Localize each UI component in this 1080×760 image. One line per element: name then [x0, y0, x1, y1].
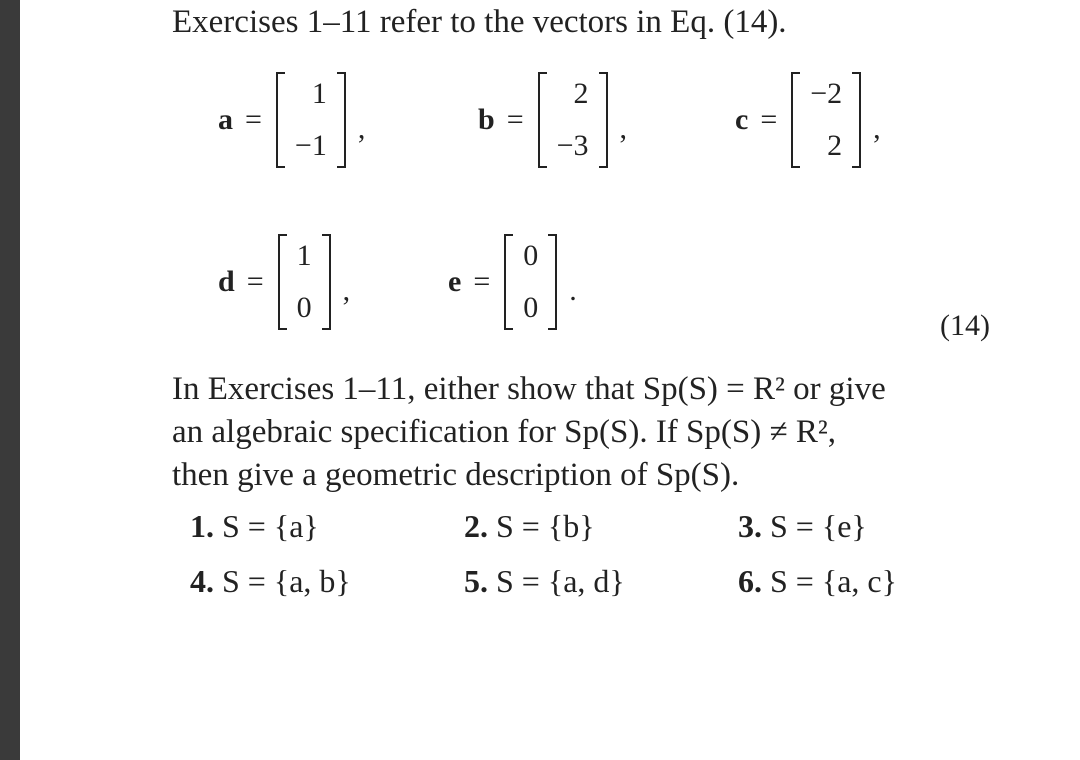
exercise-number: 2.	[464, 508, 488, 544]
exercise-number: 3.	[738, 508, 762, 544]
right-bracket	[322, 234, 331, 330]
paragraph-line: In Exercises 1–11, either show that Sp(S) = R² or give	[172, 371, 886, 407]
vector-name: a	[218, 103, 233, 136]
vector-components	[285, 72, 337, 168]
equals-sign: =	[506, 103, 524, 136]
vector-c	[735, 72, 881, 168]
vector-d	[218, 234, 350, 330]
component-top: 0	[523, 239, 539, 272]
equals-sign: =	[760, 103, 778, 136]
vector-b	[478, 72, 627, 168]
separator: ,	[357, 112, 366, 145]
vector-components	[513, 234, 548, 330]
vector-name: d	[218, 265, 235, 298]
component-top: 2	[573, 77, 589, 110]
vector-name: c	[735, 103, 749, 136]
component-bottom: 0	[296, 291, 312, 324]
component-top: −2	[810, 77, 843, 110]
component-bottom: 0	[523, 291, 539, 324]
vector-name: b	[478, 103, 495, 136]
left-bracket	[538, 72, 547, 168]
paragraph-line: then give a geometric description of Sp(S).	[172, 457, 740, 493]
exercise-text: S = {e}	[770, 508, 867, 544]
exercise-number: 1.	[190, 508, 214, 544]
separator: ,	[342, 274, 351, 307]
separator: ,	[873, 112, 881, 145]
separator: ,	[619, 112, 628, 145]
vector-e	[448, 234, 577, 330]
exercise-text: S = {a, b}	[222, 563, 351, 599]
component-top: 1	[296, 239, 312, 272]
vector-components	[547, 72, 599, 168]
left-bracket	[504, 234, 513, 330]
right-bracket	[548, 234, 557, 330]
right-bracket	[599, 72, 608, 168]
right-bracket	[852, 72, 861, 168]
equals-sign: =	[246, 265, 264, 298]
right-bracket	[337, 72, 346, 168]
exercises-heading: Exercises 1–11 refer to the vectors in Eq. (14).	[172, 4, 787, 40]
separator: .	[569, 274, 577, 307]
component-top: 1	[311, 77, 327, 110]
exercise-item	[464, 508, 595, 545]
exercise-item	[738, 563, 897, 600]
vector-components	[287, 234, 322, 330]
exercise-item	[738, 508, 867, 545]
exercise-number: 6.	[738, 563, 762, 599]
paragraph-line: an algebraic specification for Sp(S). If Sp(S) ≠ R²,	[172, 414, 836, 450]
equation-number: (14)	[940, 309, 990, 342]
left-bracket	[276, 72, 285, 168]
exercise-item	[190, 508, 319, 545]
instructions-paragraph	[172, 368, 1012, 497]
left-bracket	[278, 234, 287, 330]
component-bottom: −3	[556, 129, 589, 162]
equals-sign: =	[245, 103, 262, 136]
exercise-number: 5.	[464, 563, 488, 599]
exercise-text: S = {b}	[496, 508, 595, 544]
exercise-item	[464, 563, 625, 600]
exercise-text: S = {a, c}	[770, 563, 897, 599]
exercise-text: S = {a, d}	[496, 563, 625, 599]
exercise-item	[190, 563, 351, 600]
equals-sign: =	[473, 265, 491, 298]
left-bracket	[791, 72, 800, 168]
component-bottom: 2	[827, 129, 843, 162]
component-bottom: −1	[294, 129, 327, 162]
exercise-text: S = {a}	[222, 508, 319, 544]
vector-a	[218, 72, 365, 168]
vector-components	[800, 72, 852, 168]
vector-name: e	[448, 265, 462, 298]
window-left-edge	[0, 0, 20, 760]
exercise-number: 4.	[190, 563, 214, 599]
